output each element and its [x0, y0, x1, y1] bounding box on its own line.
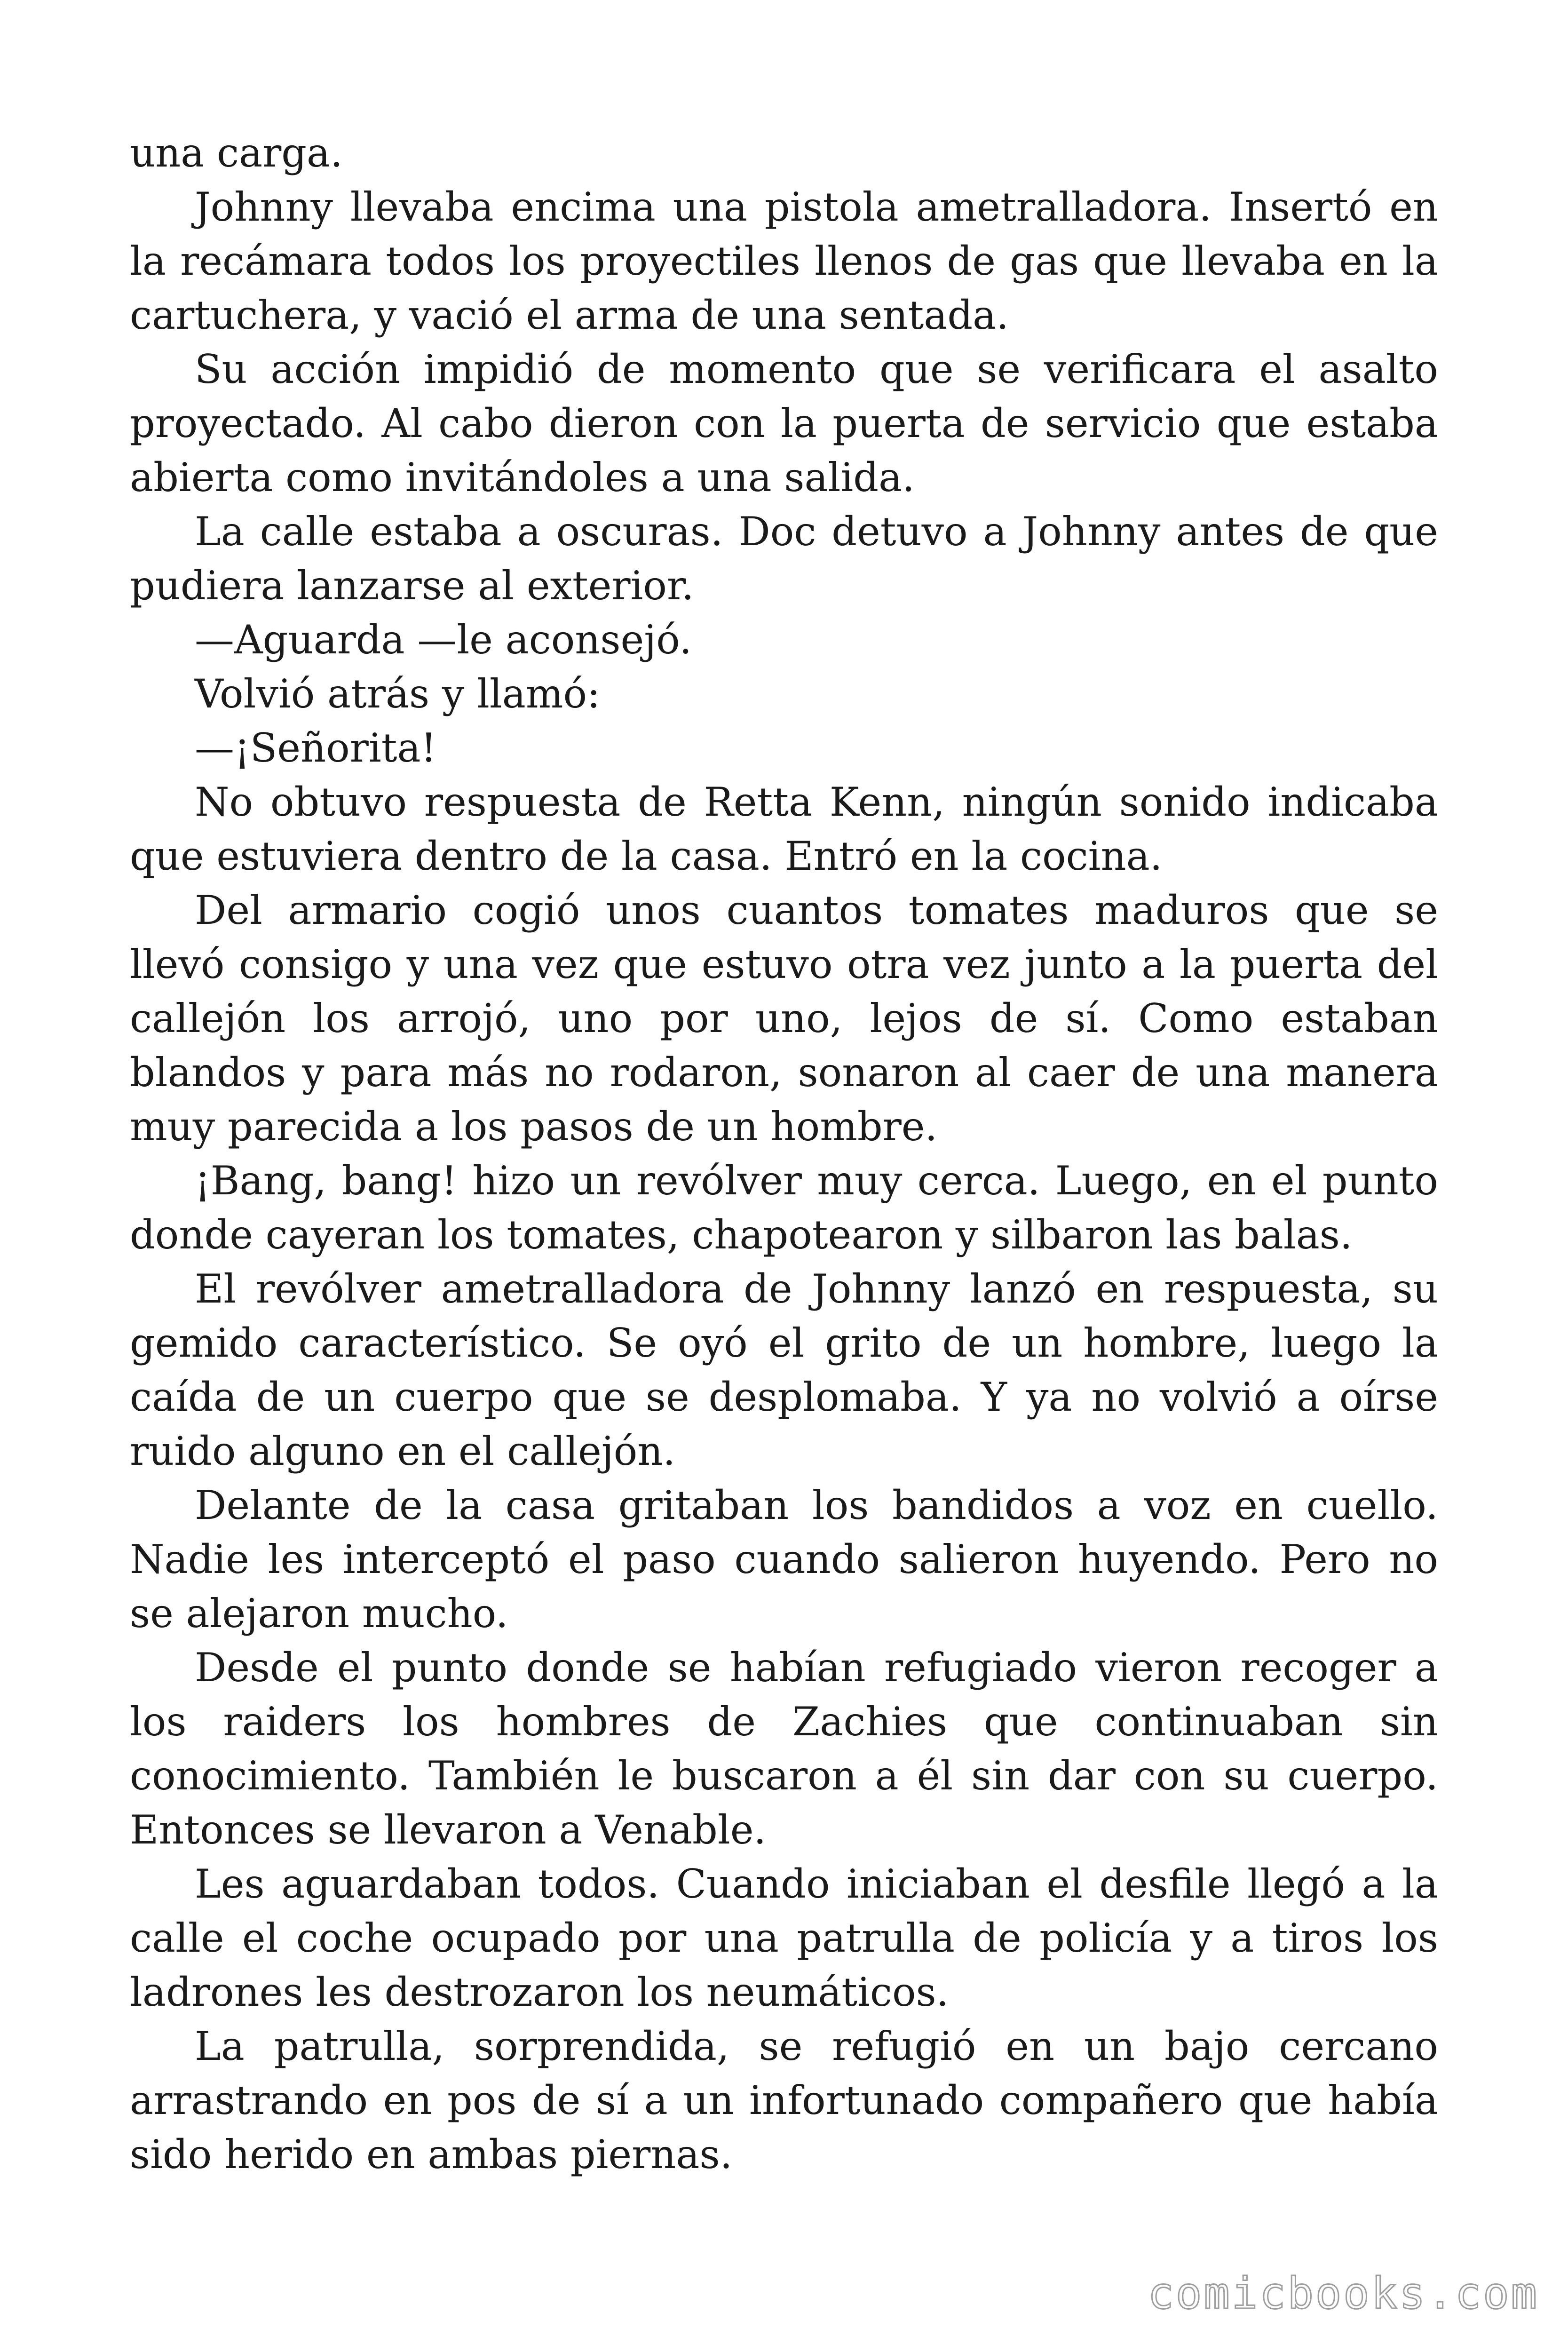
paragraph: La patrulla, sorprendida, se refugió en un bajo cercano arrastrando en pos de sí a un infortunado compañero que había sido herido en ambas piernas. — [130, 2023, 1438, 2177]
paragraph: Su acción impidió de momento que se verificara el asalto proyectado. Al cabo dieron con la puerta de servicio que estaba abierta como invitándoles a una salida. — [130, 346, 1438, 501]
paragraph: Volvió atrás y llamó: — [195, 671, 601, 717]
paragraph: El revólver ametralladora de Johnny lanzó en respuesta, su gemido característico. Se oyó el grito de un hombre, luego la caída de un cuerpo que se desplomaba. Y ya no volvió a oírse ruido alguno en el callejón. — [130, 1266, 1438, 1474]
paragraph-continuation: una carga. — [130, 130, 343, 176]
paragraph: La calle estaba a oscuras. Doc detuvo a Johnny antes de que pudiera lanzarse al exterior. — [130, 509, 1438, 609]
paragraph: Del armario cogió unos cuantos tomates maduros que se llevó consigo y una vez que estuvo otra vez junto a la puerta del callejón los arrojó, uno por uno, lejos de sí. Como estaban blandos y para más no rodaron, sonaron al caer de una manera muy parecida a los pasos de un hombre. — [130, 887, 1438, 1150]
watermark: comicbooks.com — [1148, 2268, 1539, 2319]
dialogue-line: —¡Señorita! — [195, 725, 437, 771]
paragraph: Delante de la casa gritaban los bandidos a voz en cuello. Nadie les interceptó el paso cuando salieron huyendo. Pero no se alejaron mucho. — [130, 1482, 1438, 1637]
paragraph: ¡Bang, bang! hizo un revólver muy cerca. Luego, en el punto donde cayeran los tomates, chapotearon y silbaron las balas. — [130, 1158, 1438, 1258]
dialogue-line: —Aguarda —le aconsejó. — [195, 617, 692, 663]
paragraph: No obtuvo respuesta de Retta Kenn, ningún sonido indicaba que estuviera dentro de la casa. Entró en la cocina. — [130, 779, 1438, 879]
paragraph: Johnny llevaba encima una pistola ametralladora. Insertó en la recámara todos los proyectiles llenos de gas que llevaba en la cartuchera, y vació el arma de una sentada. — [130, 184, 1438, 338]
body-text — [130, 126, 1438, 2182]
paragraph: Desde el punto donde se habían refugiado vieron recoger a los raiders los hombres de Zachies que continuaban sin conocimiento. También le buscaron a él sin dar con su cuerpo. Entonces se llevaron a Venable. — [130, 1645, 1438, 1853]
paragraph: Les aguardaban todos. Cuando iniciaban el desfile llegó a la calle el coche ocupado por una patrulla de policía y a tiros los ladrones les destrozaron los neumáticos. — [130, 1861, 1438, 2015]
